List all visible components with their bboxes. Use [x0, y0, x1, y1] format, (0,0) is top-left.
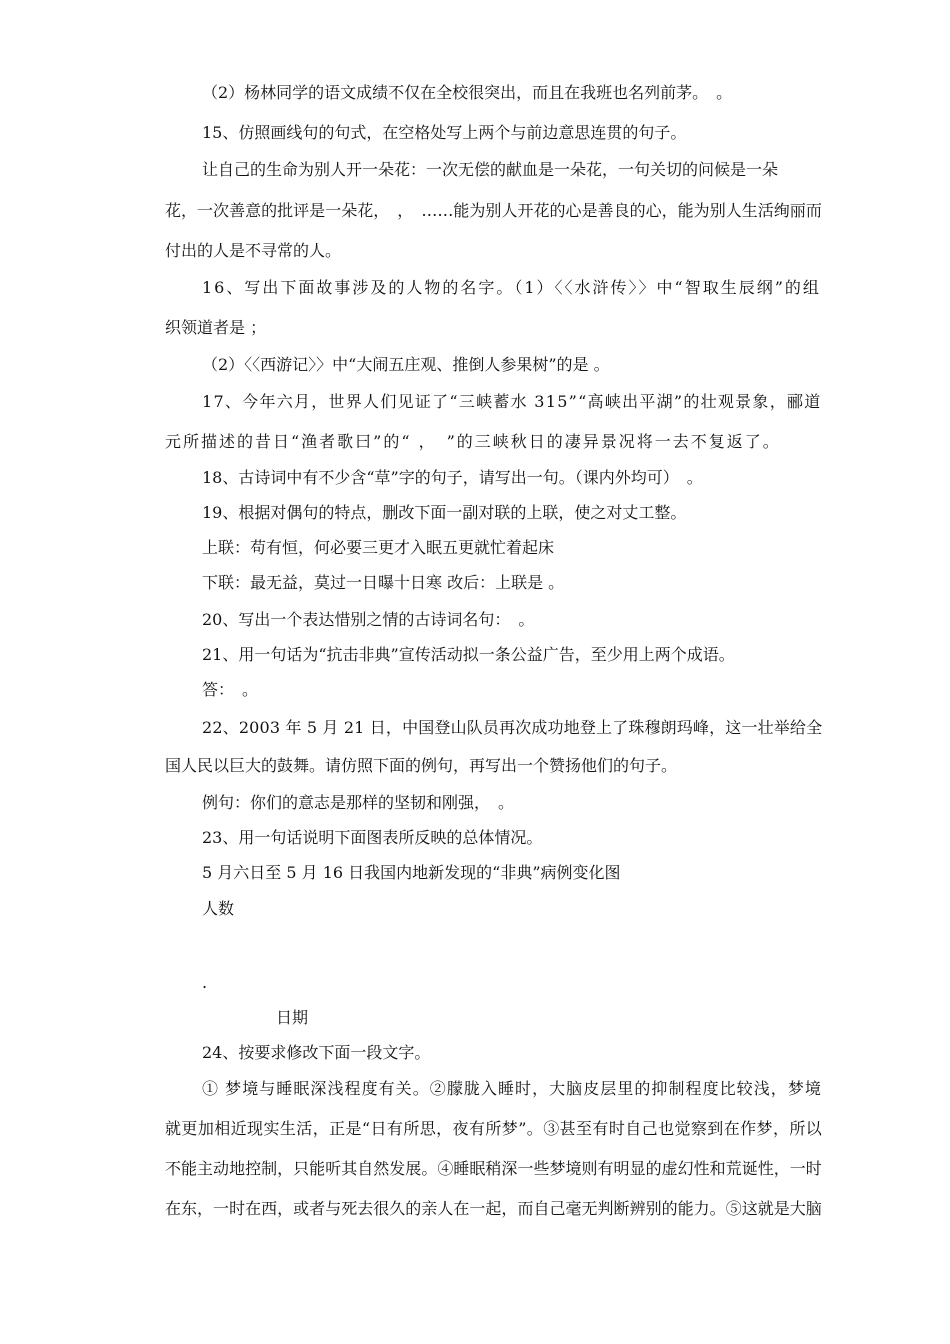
q24-prompt: 24、按要求修改下面一段文字。	[202, 1043, 431, 1062]
q16-prompt-line2: 织领道者是 ；	[165, 318, 267, 337]
q24-passage-line4: 在东，一时在西，或者与死去很久的亲人在一起，而自己毫无判断辨别的能力。⑤这就是大脑	[165, 1199, 822, 1218]
q23-chart-xlabel: 日期	[276, 1008, 309, 1027]
q19-lower-couplet: 下联：最无益，莫过一日曝十日寒 改后：上联是 。	[202, 573, 565, 592]
q24-passage-line1: ① 梦境与睡眠深浅程度有关。②朦胧入睡时，大脑皮层里的抑制程度比较浅，梦境	[202, 1079, 822, 1098]
q18-text: 18、古诗词中有不少含“草”字的句子，请写出一句。（课内外均可） 。	[202, 468, 703, 487]
q15-passage-line1: 让自己的生命为别人开一朵花：一次无偿的献血是一朵花，一句关切的问候是一朵	[202, 160, 779, 179]
q17-line2: 元所描述的昔日“渔者歌曰”的“ ， ”的三峡秋日的凄异景况将一去不复返了。	[165, 432, 781, 451]
q16-prompt-line1: 16、写出下面故事涉及的人物的名字。（1）〈〈水浒传〉〉中“智取生辰纲”的组	[202, 278, 821, 297]
q22-line2: 国人民以巨大的鼓舞。请仿照下面的例句，再写出一个赞扬他们的句子。	[165, 756, 678, 775]
q22-line1: 22、2003 年 5 月 21 日，中国登山队员再次成功地登上了珠穆朗玛峰，这一壮举给全	[202, 718, 823, 737]
q16-part2: （2）〈〈西游记〉〉中“大闹五庄观、推倒人参果树”的是 。	[202, 355, 610, 374]
q24-passage-line3: 不能主动地控制，只能听其自然发展。④睡眠稍深一些梦境则有明显的虚幻性和荒诞性，一时	[165, 1159, 822, 1178]
q23-prompt: 23、用一句话说明下面图表所反映的总体情况。	[202, 828, 543, 847]
q20-text: 20、写出一个表达惜别之情的古诗词名句： 。	[202, 610, 535, 629]
q21-answer: 答： 。	[202, 680, 259, 699]
q15-passage-line2: 花，一次善意的批评是一朵花， ， ……能为别人开花的心是善良的心，能为别人生活绚丽而	[165, 201, 822, 220]
q23-chart-title: 5 月六日至 5 月 16 日我国内地新发现的“非典”病例变化图	[202, 863, 621, 882]
q19-upper-couplet: 上联：苟有恒，何必要三更才入眠五更就忙着起床	[202, 538, 555, 557]
q23-chart-dot: .	[202, 973, 208, 992]
q15-passage-line3: 付出的人是不寻常的人。	[165, 241, 342, 260]
q22-example: 例句：你们的意志是那样的坚韧和刚强， 。	[202, 793, 515, 812]
q14-part2-text: （2）杨林同学的语文成绩不仅在全校很突出，而且在我班也名列前茅。 。	[202, 83, 733, 102]
q15-prompt: 15、仿照画线句的句式，在空格处写上两个与前边意思连贯的句子。	[202, 123, 687, 142]
q17-line1: 17、今年六月，世界人们见证了“三峡蓄水 315”“高峡出平湖”的壮观景象，郦道	[202, 392, 822, 411]
q19-prompt: 19、根据对偶句的特点，删改下面一副对联的上联，使之对丈工整。	[202, 503, 687, 522]
q23-chart-ylabel: 人数	[202, 899, 235, 918]
q24-passage-line2: 就更加相近现实生活，正是“日有所思，夜有所梦”。③甚至有时自己也觉察到在作梦，所以	[165, 1119, 823, 1138]
q21-prompt: 21、用一句话为“抗击非典”宣传活动拟一条公益广告，至少用上两个成语。	[202, 645, 735, 664]
